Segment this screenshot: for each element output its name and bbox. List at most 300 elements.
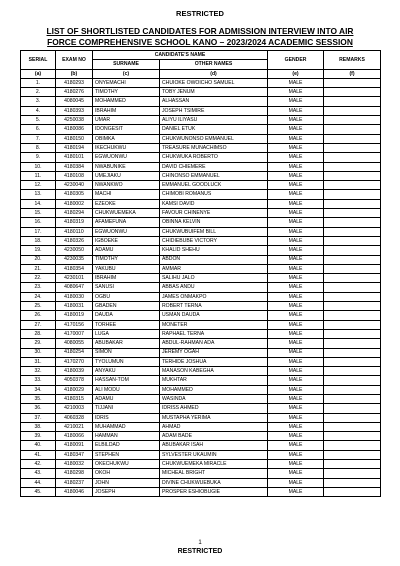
surname-cell: LUGA xyxy=(93,329,160,338)
exam-no-cell: 4050378 xyxy=(56,376,93,385)
serial-cell: 38. xyxy=(21,422,56,431)
exam-no-cell: 4080045 xyxy=(56,97,93,106)
exam-no-cell: 4250038 xyxy=(56,116,93,125)
exam-no-cell: 4180254 xyxy=(56,348,93,357)
remarks-cell xyxy=(324,181,381,190)
surname-cell: IBRAHIM xyxy=(93,106,160,115)
gender-cell: MALE xyxy=(268,432,324,441)
other-names-cell: ALIYU ILIYASU xyxy=(160,116,268,125)
other-names-cell: RAPHAEL TERNA xyxy=(160,329,268,338)
table-row xyxy=(21,199,381,208)
other-names-cell: MICHEAL BRIGHT xyxy=(160,469,268,478)
gender-cell: MALE xyxy=(268,218,324,227)
table-row xyxy=(21,311,381,320)
serial-cell: 4. xyxy=(21,106,56,115)
surname-cell: DAUDA xyxy=(93,311,160,320)
other-names-cell: CHUKWUKA ROBERTO xyxy=(160,153,268,162)
gender-cell: MALE xyxy=(268,106,324,115)
table-row xyxy=(21,348,381,357)
serial-cell: 11. xyxy=(21,171,56,180)
gender-cell: MALE xyxy=(268,385,324,394)
other-names-cell: ABUBAKAR ISAH xyxy=(160,441,268,450)
other-names-cell: DIVINE CHUKWUEBUKA xyxy=(160,478,268,487)
gender-cell: MALE xyxy=(268,78,324,87)
surname-cell: EZEOKE xyxy=(93,199,160,208)
exam-no-cell: 4180086 xyxy=(56,125,93,134)
table-row xyxy=(21,209,381,218)
remarks-cell xyxy=(324,236,381,245)
exam-no-cell: 4180046 xyxy=(56,487,93,496)
serial-cell: 40. xyxy=(21,441,56,450)
header-serial: SERIAL xyxy=(21,51,56,70)
gender-cell: MALE xyxy=(268,125,324,134)
remarks-cell xyxy=(324,404,381,413)
table-row xyxy=(21,441,381,450)
gender-cell: MALE xyxy=(268,441,324,450)
other-names-cell: ABDON xyxy=(160,255,268,264)
serial-cell: 27. xyxy=(21,320,56,329)
gender-cell: MALE xyxy=(268,171,324,180)
serial-cell: 15. xyxy=(21,209,56,218)
surname-cell: ANYAKU xyxy=(93,367,160,376)
gender-cell: MALE xyxy=(268,339,324,348)
serial-cell: 44. xyxy=(21,478,56,487)
serial-cell: 37. xyxy=(21,413,56,422)
table-row xyxy=(21,78,381,87)
other-names-cell: FAVOUR CHINENYE xyxy=(160,209,268,218)
remarks-cell xyxy=(324,292,381,301)
serial-cell: 8. xyxy=(21,143,56,152)
serial-cell: 39. xyxy=(21,432,56,441)
exam-no-cell: 4180030 xyxy=(56,292,93,301)
table-row xyxy=(21,181,381,190)
other-names-cell: MUSTAPHA YERIMA xyxy=(160,413,268,422)
footer-classification-mark: RESTRICTED xyxy=(177,548,223,555)
other-names-cell: TERHIDE JOSHUA xyxy=(160,357,268,366)
surname-cell: EGWUONWU xyxy=(93,227,160,236)
remarks-cell xyxy=(324,283,381,292)
serial-cell: 41. xyxy=(21,450,56,459)
remarks-cell xyxy=(324,116,381,125)
remarks-cell xyxy=(324,218,381,227)
exam-no-cell: 4180108 xyxy=(56,171,93,180)
table-row xyxy=(21,106,381,115)
remarks-cell xyxy=(324,450,381,459)
remarks-cell xyxy=(324,274,381,283)
other-names-cell: DAVID CHIEMERE xyxy=(160,162,268,171)
exam-no-cell: 4060328 xyxy=(56,413,93,422)
gender-cell: MALE xyxy=(268,209,324,218)
header-candidates-name: CANDIDATE'S NAME xyxy=(93,51,268,60)
other-names-cell: AHMAD xyxy=(160,422,268,431)
table-row xyxy=(21,292,381,301)
other-names-cell: MANASON KABEGHA xyxy=(160,367,268,376)
exam-no-cell: 4180326 xyxy=(56,236,93,245)
gender-cell: MALE xyxy=(268,404,324,413)
serial-cell: 33. xyxy=(21,376,56,385)
table-row xyxy=(21,357,381,366)
gender-cell: MALE xyxy=(268,274,324,283)
table-row xyxy=(21,153,381,162)
surname-cell: YAKUBU xyxy=(93,264,160,273)
remarks-cell xyxy=(324,394,381,403)
title-line-1: LIST OF SHORTLISTED CANDIDATES FOR ADMISSION INTERVIEW INTO AIR xyxy=(46,26,354,36)
surname-cell: TYOLUMUN xyxy=(93,357,160,366)
remarks-cell xyxy=(324,227,381,236)
column-letter: (c) xyxy=(93,69,160,78)
serial-cell: 19. xyxy=(21,246,56,255)
surname-cell: ABUBAKAR xyxy=(93,339,160,348)
gender-cell: MALE xyxy=(268,292,324,301)
surname-cell: JOSEPH xyxy=(93,487,160,496)
table-row xyxy=(21,116,381,125)
gender-cell: MALE xyxy=(268,181,324,190)
table-row xyxy=(21,125,381,134)
header-other-names: OTHER NAMES xyxy=(160,60,268,69)
gender-cell: MALE xyxy=(268,255,324,264)
gender-cell: MALE xyxy=(268,348,324,357)
column-letter: (f) xyxy=(324,69,381,78)
surname-cell: ADAMU xyxy=(93,394,160,403)
remarks-cell xyxy=(324,469,381,478)
serial-cell: 26. xyxy=(21,311,56,320)
surname-cell: OKOH xyxy=(93,469,160,478)
other-names-cell: JOSEPH TSIMIRE xyxy=(160,106,268,115)
other-names-cell: PROSPER ESHIOBUGIE xyxy=(160,487,268,496)
serial-cell: 23. xyxy=(21,283,56,292)
serial-cell: 28. xyxy=(21,329,56,338)
title-line-2: FORCE COMPREHENSIVE SCHOOL KANO – 2023/2024 ACADEMIC SESSION xyxy=(47,36,353,47)
gender-cell: MALE xyxy=(268,283,324,292)
surname-cell: OKECHUKWU xyxy=(93,460,160,469)
table-row xyxy=(21,218,381,227)
table-row xyxy=(21,143,381,152)
surname-cell: SANUSI xyxy=(93,283,160,292)
surname-cell: GBADEN xyxy=(93,302,160,311)
gender-cell: MALE xyxy=(268,302,324,311)
document-title xyxy=(20,26,380,47)
other-names-cell: ALHASSAN xyxy=(160,97,268,106)
surname-cell: ONYEMACHI xyxy=(93,78,160,87)
table-row xyxy=(21,422,381,431)
gender-cell: MALE xyxy=(268,116,324,125)
surname-cell: ADAMU xyxy=(93,246,160,255)
serial-cell: 13. xyxy=(21,190,56,199)
surname-cell: STEPHEN xyxy=(93,450,160,459)
gender-cell: MALE xyxy=(268,199,324,208)
header-surname: SURNAME xyxy=(93,60,160,69)
table-row xyxy=(21,432,381,441)
remarks-cell xyxy=(324,88,381,97)
exam-no-cell: 4180354 xyxy=(56,264,93,273)
surname-cell: IDRIS xyxy=(93,413,160,422)
remarks-cell xyxy=(324,171,381,180)
remarks-cell xyxy=(324,357,381,366)
gender-cell: MALE xyxy=(268,460,324,469)
gender-cell: MALE xyxy=(268,227,324,236)
gender-cell: MALE xyxy=(268,376,324,385)
other-names-cell: MUKHTAR xyxy=(160,376,268,385)
remarks-cell xyxy=(324,134,381,143)
exam-no-cell: 4180101 xyxy=(56,153,93,162)
other-names-cell: CHUKWUEMEKA MIRACLE xyxy=(160,460,268,469)
table-row xyxy=(21,190,381,199)
column-letter: (b) xyxy=(56,69,93,78)
serial-cell: 2. xyxy=(21,88,56,97)
remarks-cell xyxy=(324,376,381,385)
column-letter: (e) xyxy=(268,69,324,78)
surname-cell: OBIMKA xyxy=(93,134,160,143)
remarks-cell xyxy=(324,460,381,469)
surname-cell: UMAR xyxy=(93,116,160,125)
serial-cell: 34. xyxy=(21,385,56,394)
other-names-cell: TREASURE MUNACHIMSO xyxy=(160,143,268,152)
remarks-cell xyxy=(324,162,381,171)
other-names-cell: DANIEL ETUK xyxy=(160,125,268,134)
serial-cell: 32. xyxy=(21,367,56,376)
serial-cell: 22. xyxy=(21,274,56,283)
other-names-cell: JAMES ONMAKPO xyxy=(160,292,268,301)
surname-cell: MUHAMMAD xyxy=(93,422,160,431)
exam-no-cell: 4180298 xyxy=(56,469,93,478)
remarks-cell xyxy=(324,125,381,134)
surname-cell: MOHAMMED xyxy=(93,97,160,106)
serial-cell: 9. xyxy=(21,153,56,162)
table-row xyxy=(21,469,381,478)
remarks-cell xyxy=(324,320,381,329)
surname-cell: ELBILDAD xyxy=(93,441,160,450)
table-row xyxy=(21,162,381,171)
gender-cell: MALE xyxy=(268,413,324,422)
surname-cell: MACHI xyxy=(93,190,160,199)
surname-cell: OGBU xyxy=(93,292,160,301)
table-row xyxy=(21,171,381,180)
surname-cell: IGBOEKE xyxy=(93,236,160,245)
table-row xyxy=(21,97,381,106)
exam-no-cell: 4180315 xyxy=(56,394,93,403)
exam-no-cell: 4080647 xyxy=(56,283,93,292)
serial-cell: 45. xyxy=(21,487,56,496)
other-names-cell: USMAN DAUDA xyxy=(160,311,268,320)
gender-cell: MALE xyxy=(268,329,324,338)
exam-no-cell: 4180194 xyxy=(56,143,93,152)
table-row xyxy=(21,478,381,487)
gender-cell: MALE xyxy=(268,320,324,329)
serial-cell: 1. xyxy=(21,78,56,87)
remarks-cell xyxy=(324,329,381,338)
remarks-cell xyxy=(324,311,381,320)
serial-cell: 12. xyxy=(21,181,56,190)
table-row xyxy=(21,320,381,329)
exam-no-cell: 4180110 xyxy=(56,227,93,236)
serial-cell: 10. xyxy=(21,162,56,171)
remarks-cell xyxy=(324,413,381,422)
remarks-cell xyxy=(324,246,381,255)
exam-no-cell: 4210003 xyxy=(56,404,93,413)
exam-no-cell: 4180091 xyxy=(56,441,93,450)
remarks-cell xyxy=(324,190,381,199)
serial-cell: 14. xyxy=(21,199,56,208)
gender-cell: MALE xyxy=(268,88,324,97)
exam-no-cell: 4170007 xyxy=(56,329,93,338)
other-names-cell: ADAM BADE xyxy=(160,432,268,441)
exam-no-cell: 4180150 xyxy=(56,134,93,143)
serial-cell: 20. xyxy=(21,255,56,264)
remarks-cell xyxy=(324,432,381,441)
remarks-cell xyxy=(324,487,381,496)
table-row xyxy=(21,236,381,245)
table-row xyxy=(21,88,381,97)
other-names-cell: WASINDA xyxy=(160,394,268,403)
exam-no-cell: 4230040 xyxy=(56,181,93,190)
other-names-cell: KAMSI DAVID xyxy=(160,199,268,208)
other-names-cell: CHIDIEBUBE VICTORY xyxy=(160,236,268,245)
surname-cell: HAMMAN xyxy=(93,432,160,441)
serial-cell: 3. xyxy=(21,97,56,106)
table-row xyxy=(21,302,381,311)
other-names-cell: AMMAR xyxy=(160,264,268,273)
table-row xyxy=(21,487,381,496)
exam-no-cell: 4180305 xyxy=(56,190,93,199)
exam-no-cell: 4230050 xyxy=(56,246,93,255)
surname-cell: TIMOTHY xyxy=(93,88,160,97)
exam-no-cell: 4180032 xyxy=(56,460,93,469)
exam-no-cell: 4180276 xyxy=(56,88,93,97)
remarks-cell xyxy=(324,422,381,431)
remarks-cell xyxy=(324,385,381,394)
other-names-cell: ABDUL-RAHMAN ADA xyxy=(160,339,268,348)
column-letter: (a) xyxy=(21,69,56,78)
surname-cell: AFAMEFUNA xyxy=(93,218,160,227)
serial-cell: 7. xyxy=(21,134,56,143)
serial-cell: 30. xyxy=(21,348,56,357)
serial-cell: 36. xyxy=(21,404,56,413)
gender-cell: MALE xyxy=(268,190,324,199)
table-row xyxy=(21,329,381,338)
table-row xyxy=(21,255,381,264)
header-exam-no: EXAM NO xyxy=(56,51,93,70)
other-names-cell: TOBY JENUM xyxy=(160,88,268,97)
header-remarks: REMARKS xyxy=(324,51,381,70)
other-names-cell: MONETER xyxy=(160,320,268,329)
serial-cell: 17. xyxy=(21,227,56,236)
gender-cell: MALE xyxy=(268,97,324,106)
surname-cell: HASSAN-TOM xyxy=(93,376,160,385)
table-row xyxy=(21,385,381,394)
other-names-cell: OBINNA KELVIN xyxy=(160,218,268,227)
exam-no-cell: 4180039 xyxy=(56,367,93,376)
other-names-cell: JEREMY OGAH xyxy=(160,348,268,357)
exam-no-cell: 4180029 xyxy=(56,385,93,394)
gender-cell: MALE xyxy=(268,469,324,478)
serial-cell: 5. xyxy=(21,116,56,125)
table-body xyxy=(21,78,381,496)
remarks-cell xyxy=(324,143,381,152)
gender-cell: MALE xyxy=(268,478,324,487)
serial-cell: 18. xyxy=(21,236,56,245)
serial-cell: 16. xyxy=(21,218,56,227)
remarks-cell xyxy=(324,153,381,162)
surname-cell: TORHEE xyxy=(93,320,160,329)
gender-cell: MALE xyxy=(268,153,324,162)
header-gender: GENDER xyxy=(268,51,324,70)
exam-no-cell: 4210021 xyxy=(56,422,93,431)
gender-cell: MALE xyxy=(268,143,324,152)
table-row xyxy=(21,413,381,422)
table-row xyxy=(21,264,381,273)
exam-no-cell: 4180237 xyxy=(56,478,93,487)
gender-cell: MALE xyxy=(268,487,324,496)
other-names-cell: CHUKWUBUIFEM BILL xyxy=(160,227,268,236)
surname-cell: NWANKWO xyxy=(93,181,160,190)
gender-cell: MALE xyxy=(268,264,324,273)
remarks-cell xyxy=(324,339,381,348)
surname-cell: IDONGESIT xyxy=(93,125,160,134)
exam-no-cell: 4180393 xyxy=(56,106,93,115)
other-names-cell: CHINONSO EMMANUEL xyxy=(160,171,268,180)
exam-no-cell: 4180347 xyxy=(56,450,93,459)
table-row xyxy=(21,227,381,236)
surname-cell: EGWUONWU xyxy=(93,153,160,162)
remarks-cell xyxy=(324,348,381,357)
gender-cell: MALE xyxy=(268,367,324,376)
exam-no-cell: 4080055 xyxy=(56,339,93,348)
other-names-cell: CHUKWUNONSO EMMANUEL xyxy=(160,134,268,143)
other-names-cell: SYLVESTER UKAUMIN xyxy=(160,450,268,459)
exam-no-cell: 4180019 xyxy=(56,311,93,320)
header-classification-mark: RESTRICTED xyxy=(176,9,224,18)
exam-no-cell: 4180031 xyxy=(56,302,93,311)
gender-cell: MALE xyxy=(268,422,324,431)
remarks-cell xyxy=(324,97,381,106)
gender-cell: MALE xyxy=(268,162,324,171)
serial-cell: 29. xyxy=(21,339,56,348)
gender-cell: MALE xyxy=(268,246,324,255)
table-row xyxy=(21,367,381,376)
surname-cell: UMEJIAKU xyxy=(93,171,160,180)
exam-no-cell: 4230035 xyxy=(56,255,93,264)
serial-cell: 24. xyxy=(21,292,56,301)
exam-no-cell: 4180066 xyxy=(56,432,93,441)
other-names-cell: SALIHU JALO xyxy=(160,274,268,283)
table-row xyxy=(21,134,381,143)
gender-cell: MALE xyxy=(268,394,324,403)
remarks-cell xyxy=(324,199,381,208)
column-letter-row xyxy=(21,69,381,78)
exam-no-cell: 4180319 xyxy=(56,218,93,227)
exam-no-cell: 4170156 xyxy=(56,320,93,329)
serial-cell: 42. xyxy=(21,460,56,469)
remarks-cell xyxy=(324,78,381,87)
table-row xyxy=(21,246,381,255)
exam-no-cell: 4180294 xyxy=(56,209,93,218)
table-row xyxy=(21,274,381,283)
gender-cell: MALE xyxy=(268,134,324,143)
surname-cell: IKECHUKWU xyxy=(93,143,160,152)
other-names-cell: ROBERT TERNA xyxy=(160,302,268,311)
remarks-cell xyxy=(324,478,381,487)
serial-cell: 35. xyxy=(21,394,56,403)
remarks-cell xyxy=(324,106,381,115)
other-names-cell: IDRISS AHMED xyxy=(160,404,268,413)
remarks-cell xyxy=(324,209,381,218)
gender-cell: MALE xyxy=(268,311,324,320)
gender-cell: MALE xyxy=(268,450,324,459)
surname-cell: ALI MODU xyxy=(93,385,160,394)
other-names-cell: CHIMOBI ROMANUS xyxy=(160,190,268,199)
table-row xyxy=(21,460,381,469)
other-names-cell: EMMANUEL GOODLUCK xyxy=(160,181,268,190)
